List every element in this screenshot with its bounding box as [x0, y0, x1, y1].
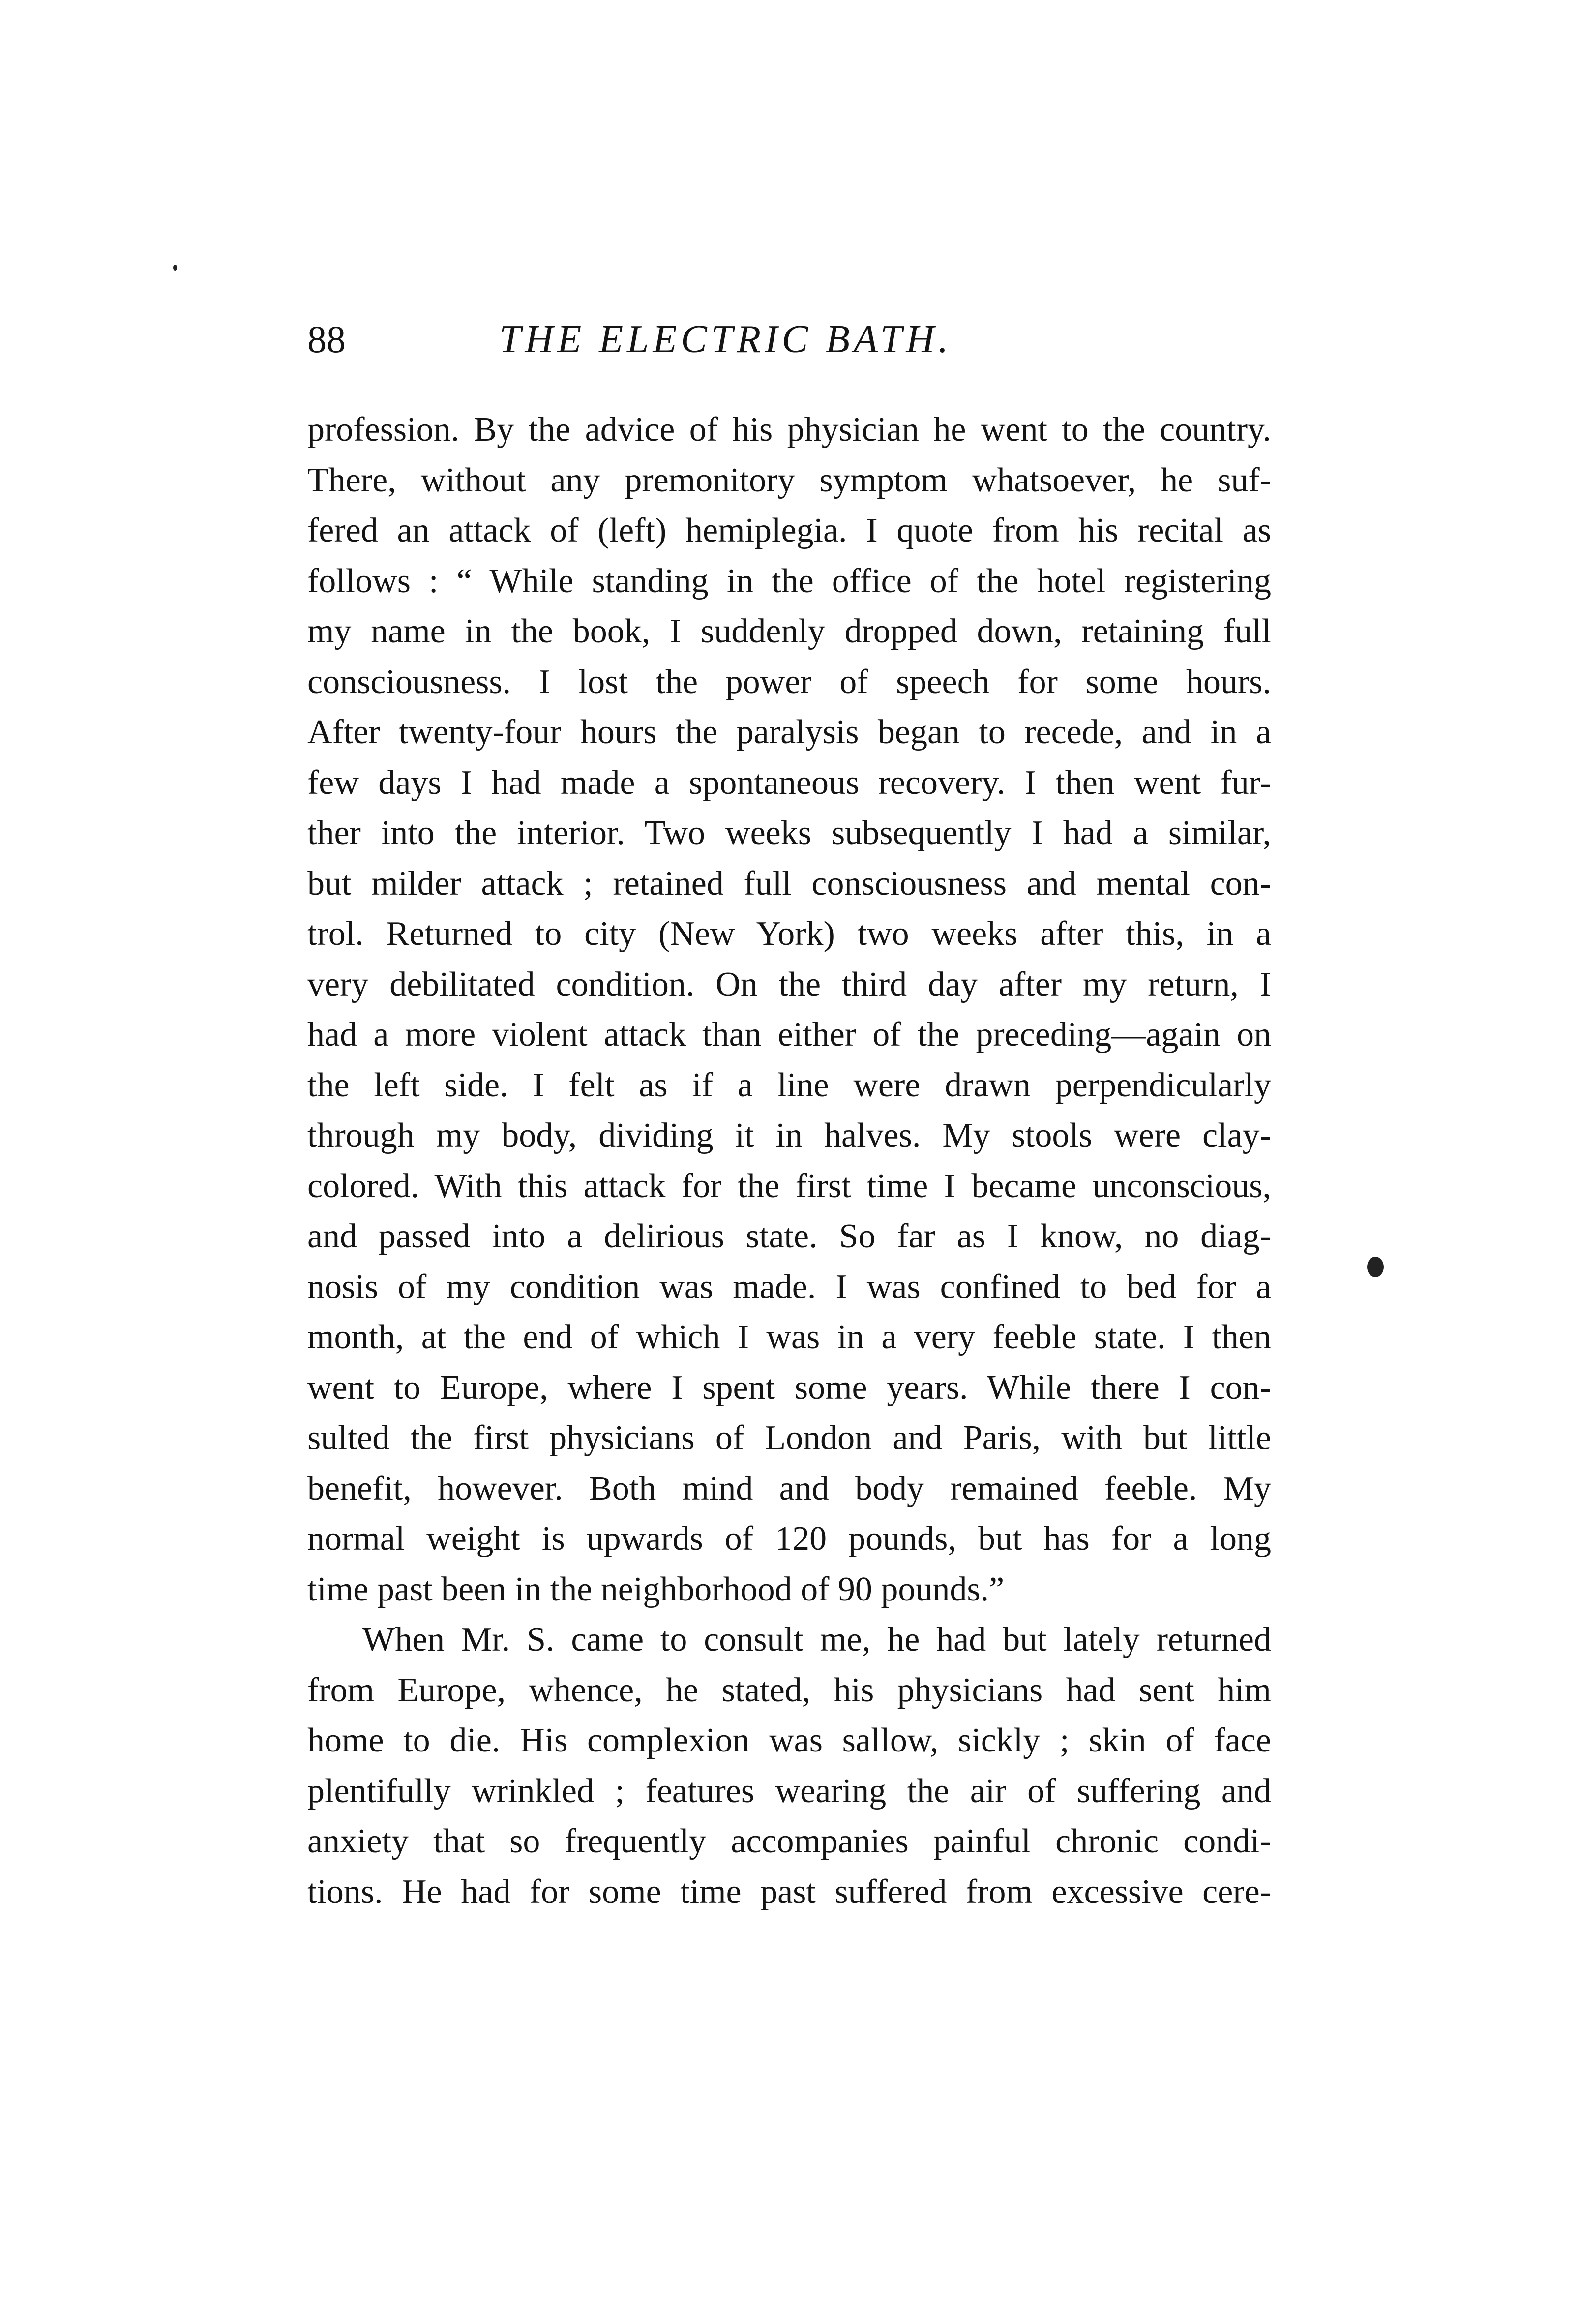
- text-line: sulted the first physicians of London and Paris, with but little: [307, 1419, 1271, 1457]
- text-line: month, at the end of which I was in a very feeble state. I then: [307, 1318, 1271, 1356]
- text-line: There, without any premonitory symptom whatsoever, he suf-: [307, 461, 1271, 499]
- text-line: benefit, however. Both mind and body remained feeble. My: [307, 1469, 1271, 1508]
- text-line: had a more violent attack than either of the preceding—again on: [307, 1016, 1271, 1054]
- text-line: but milder attack ; retained full consciousness and mental con-: [307, 864, 1271, 903]
- text-line: After twenty-four hours the paralysis began to recede, and in a: [307, 713, 1271, 751]
- text-line: my name in the book, I suddenly dropped down, retaining full: [307, 612, 1271, 650]
- text-line: follows : “ While standing in the office of the hotel registering: [307, 562, 1271, 600]
- text-line: from Europe, whence, he stated, his physicians had sent him: [307, 1671, 1271, 1709]
- text-line: colored. With this attack for the first time I became unconscious,: [307, 1167, 1271, 1205]
- paragraph-first-line: When Mr. S. came to consult me, he had but lately returned: [362, 1621, 1271, 1659]
- text-line: trol. Returned to city (New York) two weeks after this, in a: [307, 915, 1271, 953]
- page-number: 88: [307, 318, 346, 361]
- text-line: consciousness. I lost the power of speech for some hours.: [307, 663, 1271, 701]
- text-line: the left side. I felt as if a line were drawn perpendicularly: [307, 1066, 1271, 1104]
- text-line: time past been in the neighborhood of 90 pounds.”: [307, 1570, 1005, 1608]
- text-line: went to Europe, where I spent some years. While there I con-: [307, 1368, 1271, 1407]
- text-line: fered an attack of (left) hemiplegia. I quote from his recital as: [307, 512, 1271, 549]
- text-line: anxiety that so frequently accompanies painful chronic condi-: [307, 1822, 1271, 1860]
- text-line: plentifully wrinkled ; features wearing the air of suffering and: [307, 1772, 1271, 1810]
- body-text: [307, 405, 1271, 1917]
- text-line: ther into the interior. Two weeks subsequently I had a similar,: [307, 814, 1271, 852]
- text-line: home to die. His complexion was sallow, sickly ; skin of face: [307, 1721, 1271, 1759]
- text-line: through my body, dividing it in halves. My stools were clay-: [307, 1117, 1271, 1154]
- text-line: normal weight is upwards of 120 pounds, but has for a long: [307, 1520, 1271, 1558]
- page-header: [307, 315, 1271, 364]
- text-line: very debilitated condition. On the third day after my return, I: [307, 965, 1271, 1003]
- text-line: few days I had made a spontaneous recovery. I then went fur-: [307, 763, 1271, 802]
- ink-speck: [173, 265, 177, 271]
- text-line: and passed into a delirious state. So far as I know, no diag-: [307, 1217, 1271, 1255]
- text-line: nosis of my condition was made. I was confined to bed for a: [307, 1268, 1271, 1306]
- ink-speck: [1367, 1257, 1384, 1277]
- text-line: profession. By the advice of his physician he went to the country.: [307, 411, 1271, 449]
- text-line: tions. He had for some time past suffered from excessive cere-: [307, 1872, 1271, 1911]
- running-head: THE ELECTRIC BATH.: [499, 318, 953, 361]
